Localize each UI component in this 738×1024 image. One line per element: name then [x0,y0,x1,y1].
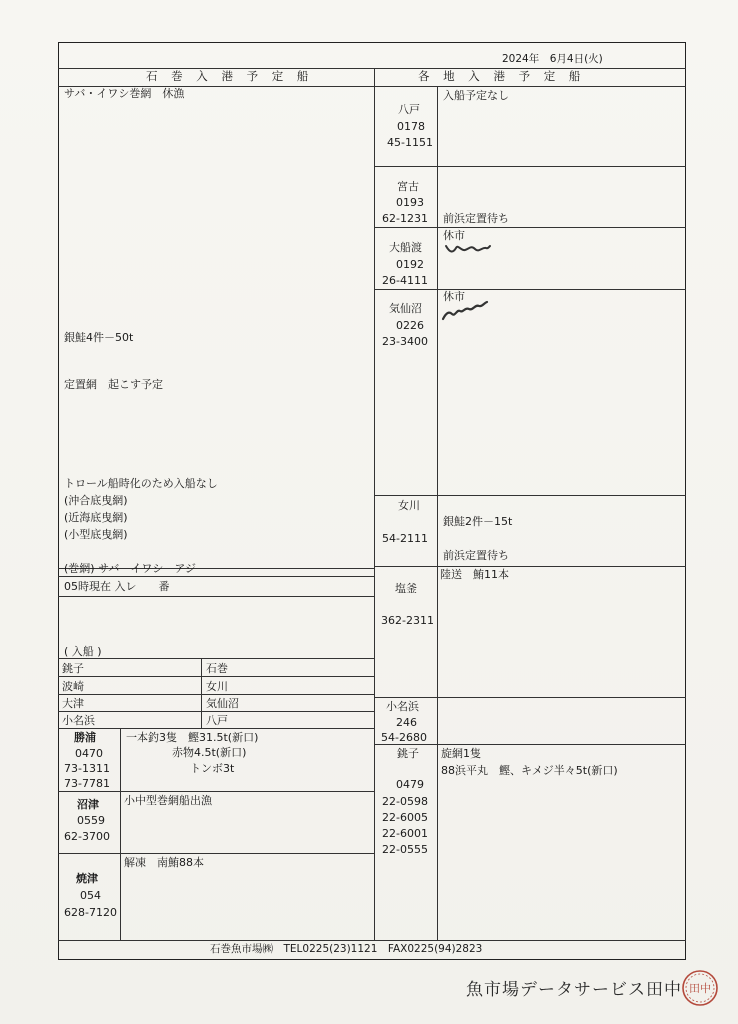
onagawa-tel1: 54-2111 [382,532,428,545]
rule-left-7 [58,711,374,712]
hachinohe-note: 入船予定なし [443,89,509,102]
choshi-tel4: 22-6001 [382,827,428,840]
miyako-tel1: 0193 [396,196,424,209]
yaizu-line1: 解凍 南鮪88本 [124,856,204,869]
ofunato-note: 休市 [443,229,465,242]
hachinohe-name: 八戸 [398,103,420,116]
ofunato-tel1: 0192 [396,258,424,271]
kesennuma-note: 休市 [443,290,465,303]
katsuura-tel1: 0470 [75,747,103,760]
rule-right-1 [374,166,686,167]
makiami-label: (巻網) サバ イワシ アジ [64,562,196,575]
seal-stamp-icon [680,968,720,1008]
shiogama-tel1: 362-2311 [381,614,434,627]
rule-left-4 [58,658,374,659]
rule-left-2 [58,576,374,577]
handwritten-signature: 魚市場データサービス田中 [466,980,682,1000]
numazu-tel1: 0559 [77,814,105,827]
rule-right-5 [374,566,686,567]
rule-left-8 [58,728,374,729]
port-otsu: 大津 [62,697,84,710]
katsuura-line1: 一本釣3隻 鰹31.5t(新口) [126,731,259,744]
set-net-note: 定置網 起こす予定 [64,378,163,391]
miyako-name: 宮古 [397,180,419,193]
regions-title: 各 地 入 港 予 定 船 [418,69,586,83]
katsuura-line3: トンボ3t [190,762,235,775]
port-onahama-left: 小名浜 [62,714,95,727]
onagawa-note2: 前浜定置待ち [443,549,509,562]
report-date: 2024年 6月4日(火) [502,53,603,65]
onagawa-name: 女川 [398,499,420,512]
katsuura-line2: 赤物4.5t(新口) [172,746,247,759]
rule-left-10 [58,853,374,854]
katsuura-name: 勝浦 [74,731,96,744]
miyako-tel2: 62-1231 [382,212,428,225]
katsuura-tel2: 73-1311 [64,762,110,775]
kesennuma-tel1: 0226 [396,319,424,332]
yaizu-tel1: 054 [80,889,101,902]
onahama-tel1: 246 [396,716,417,729]
port-kesennuma-left: 気仙沼 [206,697,239,710]
kesennuma-name: 気仙沼 [389,302,422,315]
purse-seine-note: サバ・イワシ巻網 休漁 [64,87,185,100]
port-hasaki: 波崎 [62,680,84,693]
schedule-sheet [58,42,686,960]
onagawa-note1: 銀鮭2件－15t [443,515,513,528]
footer-contact: 石巻魚市場㈱ TEL0225(23)1121 FAX0225(94)2823 [210,943,483,955]
rule-right-name-divider [437,86,438,940]
choshi-tel3: 22-6005 [382,811,428,824]
numazu-line1: 小中型巻網船出漁 [124,794,212,807]
current-status: 05時現在 入レ 番 [64,580,170,593]
port-choshi-left: 銚子 [62,662,84,675]
numazu-tel2: 62-3700 [64,830,110,843]
arrivals-label: ( 入船 ) [64,645,102,658]
choshi-note1: 旋網1隻 [441,747,481,760]
ishinomaki-title: 石 巻 入 港 予 定 船 [146,69,314,83]
choshi-tel5: 22-0555 [382,843,428,856]
yaizu-tel2: 628-7120 [64,906,117,919]
onahama-tel2: 54-2680 [381,731,427,744]
rule-left-3 [58,596,374,597]
silver-salmon-note: 銀鮭4件－50t [64,331,134,344]
rule-right-3 [374,289,686,290]
hachinohe-tel1: 0178 [397,120,425,133]
rule-right-4 [374,495,686,496]
choshi-note2: 88浜平丸 鰹、キメジ半々5t(新口) [441,764,618,777]
ofunato-name: 大船渡 [389,241,422,254]
offshore-trawl: (沖合底曳網) [64,494,128,507]
rule-right-7 [374,744,686,745]
port-hachinohe-left: 八戸 [206,714,228,727]
onahama-name: 小名浜 [386,700,419,713]
numazu-name: 沼津 [77,798,99,811]
shiogama-note: 陸送 鮪11本 [440,568,509,581]
choshi-tel2: 22-0598 [382,795,428,808]
trawl-note: トロール船時化のため入船なし [64,477,218,490]
rule-right-6 [374,697,686,698]
kesennuma-tel2: 23-3400 [382,335,428,348]
choshi-tel1: 0479 [396,778,424,791]
port-ishinomaki: 石巻 [206,662,228,675]
scribble-mark [440,299,490,323]
coastal-trawl: (近海底曳網) [64,511,128,524]
rule-left-9 [58,791,374,792]
rule-left-name-divider [120,728,121,940]
choshi-name: 銚子 [397,747,419,760]
port-onagawa-left: 女川 [206,680,228,693]
hachinohe-tel2: 45-1151 [387,136,433,149]
ofunato-tel2: 26-4111 [382,274,428,287]
yaizu-name: 焼津 [76,872,98,885]
rule-right-2 [374,227,686,228]
rule-left-5 [58,676,374,677]
miyako-note: 前浜定置待ち [443,212,509,225]
rule-center [374,68,375,940]
rule-footer [58,940,686,941]
small-trawl: (小型底曳網) [64,528,128,541]
katsuura-tel3: 73-7781 [64,777,110,790]
rule-ports-divider [201,658,202,728]
seal-text: 田中 [689,982,711,995]
shiogama-name: 塩釜 [395,582,417,595]
scribble-mark [444,241,492,255]
rule-left-6 [58,694,374,695]
